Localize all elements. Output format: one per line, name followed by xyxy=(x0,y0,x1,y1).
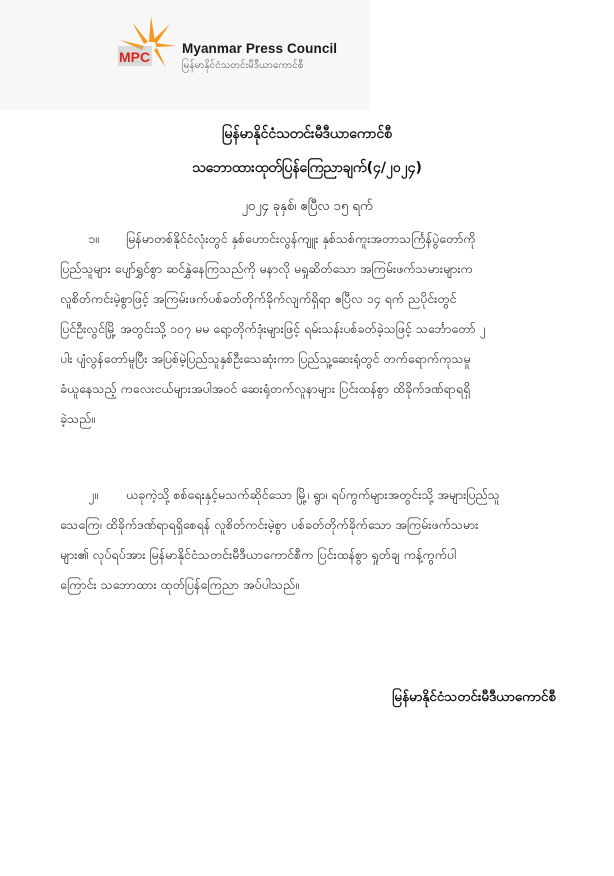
statement-title: သဘောထားထုတ်ပြန်ကြေညာချက်(၄/၂၀၂၄) xyxy=(192,160,422,176)
paragraph-line: များ၏ လုပ်ရပ်အား မြန်မာနိုင်ငံသတင်းမီဒီယာကောင်စီက ပြင်းထန်စွာ ရှုတ်ချ ကန့်ကွက်ပါ xyxy=(60,547,457,562)
paragraph-number: ၁။ xyxy=(88,231,99,246)
paragraph-line: ကြောင်း သဘောထား ထုတ်ပြန်ကြေညာ အပ်ပါသည်။ xyxy=(60,577,299,592)
logo-org-name-mm: မြန်မာနိုင်ငံသတင်းမီဒီယာကောင်စီ xyxy=(182,60,304,71)
paragraph-line: ၁။ မြန်မာတစ်နိုင်ငံလုံးတွင် နှစ်ဟောင်းလွန်ကျူး နှစ်သစ်ကူးအတာသင်္ကြန်ပွဲတော်ကို xyxy=(60,224,560,254)
star-burst-icon xyxy=(118,16,176,74)
paragraph-line: ပြင်ဦးလွင်မြို့ အတွင်းသို့ ၁၀၇ မမ ရော့တိုက်ဒုံးများဖြင့် ရမ်းသန်းပစ်ခတ်ခဲ့သဖြင့် သင်္ဘောတော် ၂ xyxy=(60,321,486,336)
paragraph-line: လူစိတ်ကင်းမဲ့စွာဖြင့် အကြမ်းဖက်ပစ်ခတ်တိုက်ခိုက်လျက်ရှိရာ ဧပြီလ ၁၄ ရက် ညပိုင်းတွင် xyxy=(60,291,457,306)
statement-date: ၂၀၂၄ ခုနှစ်၊ ဧပြီလ ၁၅ ရက် xyxy=(241,199,373,214)
paragraph-line: သေကြေ၊ ထိခိုက်ဒဏ်ရာရရှိစေရန် လူစိတ်ကင်းမဲ့စွာ ပစ်ခတ်တိုက်ခိုက်သော အကြမ်းဖက်သမား xyxy=(60,517,479,532)
paragraph-2 xyxy=(60,480,560,600)
paragraph-line: ပါး ပျံလွန်တော်မူပြီး အပြစ်မဲ့ပြည်သူနှစ်ဦးသေဆုံးကာ ပြည်သူ့ဆေးရုံတွင် တက်ရောက်ကုသမှု xyxy=(60,351,471,366)
paragraph-1 xyxy=(60,224,560,434)
logo-abbr: MPC xyxy=(119,49,151,65)
paragraph-line: ခဲ့သည်။ xyxy=(60,411,95,426)
header-logo-area xyxy=(0,0,370,110)
paragraph-line: ၂။ ယခုကဲ့သို့ စစ်ရေးနှင့်မသက်ဆိုင်သော မြို့၊ ရွာ၊ ရပ်ကွက်များအတွင်းသို့ အများပြည်သူ xyxy=(60,480,560,510)
paragraph-line: ခံယူနေသည့် ကလေးငယ်များအပါအဝင် ဆေးရုံတက်လူနာများ ပြင်းထန်စွာ ထိခိုက်ဒဏ်ရာရရှိ xyxy=(60,381,471,396)
signature-org: မြန်မာနိုင်ငံသတင်းမီဒီယာကောင်စီ xyxy=(392,689,556,705)
org-title: မြန်မာနိုင်ငံသတင်းမီဒီယာကောင်စီ xyxy=(222,126,392,142)
paragraph-number: ၂။ xyxy=(88,487,98,502)
logo-org-name-en: Myanmar Press Council xyxy=(182,41,338,56)
paragraph-line: ပြည်သူများ ပျော်ရွှင်စွာ ဆင်နွှဲနေကြသည်ကို မနာလို မရှုဆိတ်သော အကြမ်းဖက်သမားများက xyxy=(60,261,473,276)
